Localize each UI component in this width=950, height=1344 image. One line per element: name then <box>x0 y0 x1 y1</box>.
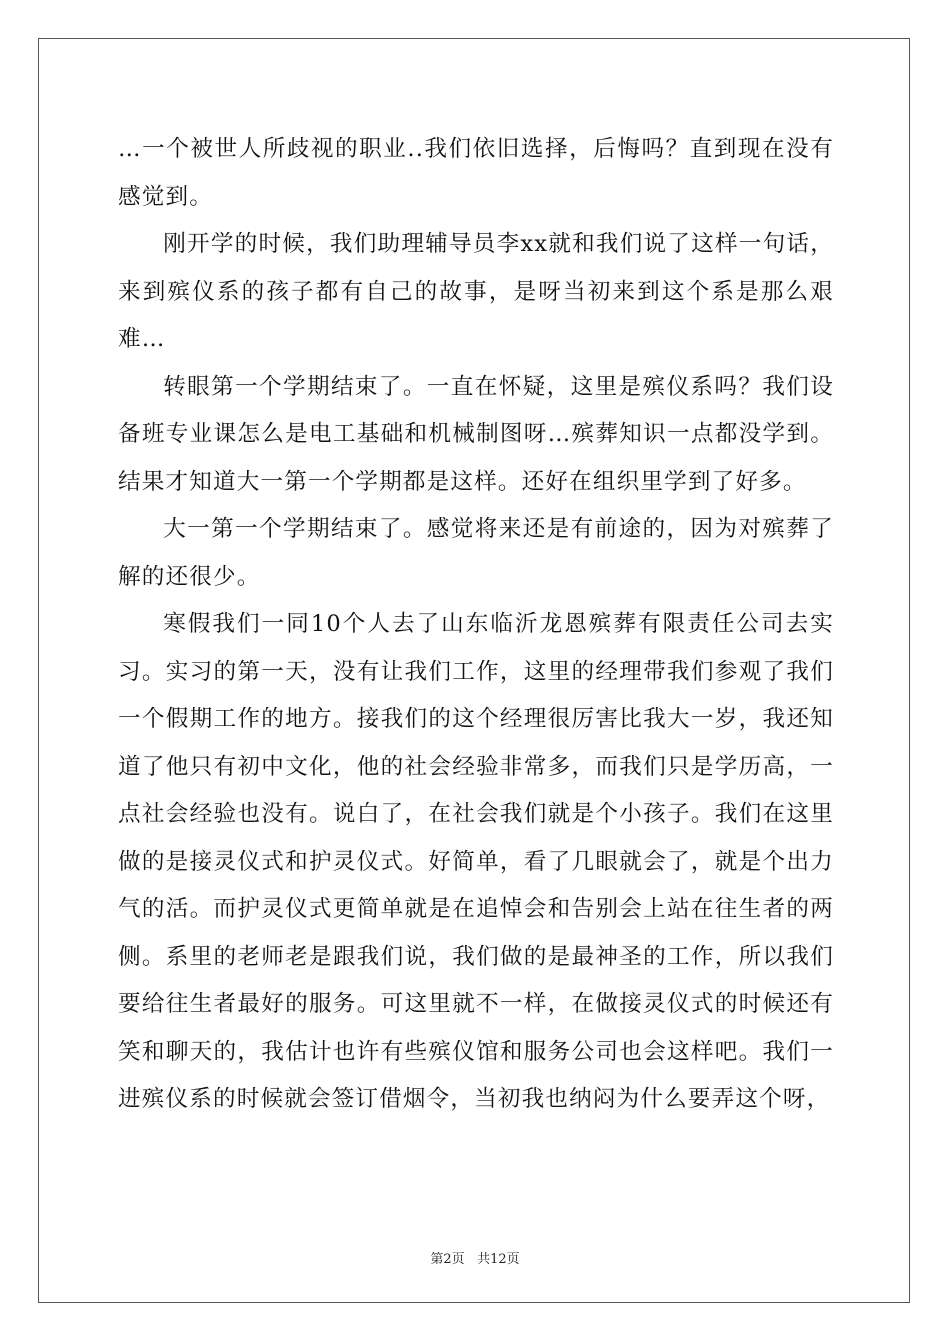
page-footer <box>0 1248 950 1267</box>
paragraph-5: 寒假我们一同10个人去了山东临沂龙恩殡葬有限责任公司去实习。实习的第一天，没有让我们工作，这里的经理带我们参观了我们一个假期工作的地方。接我们的这个经理很厉害比我大一岁，我还知道了他只有初中文化，他的社会经验非常多，而我们只是学历高，一点社会经验也没有。说白了，在社会我们就是个小孩子。我们在这里做的是接灵仪式和护灵仪式。好简单，看了几眼就会了，就是个出力气的活。而护灵仪式更简单就是在追悼会和告别会上站在往生者的两侧。系里的老师老是跟我们说，我们做的是最神圣的工作，所以我们要给往生者最好的服务。可这里就不一样，在做接灵仪式的时候还有笑和聊天的，我估计也许有些殡仪馆和服务公司也会这样吧。我们一进殡仪系的时候就会签订借烟令，当初我也纳闷为什么要弄这个呀， <box>118 611 834 1112</box>
page-total: 共12页 <box>477 1252 520 1267</box>
paragraph-2: 刚开学的时候，我们助理辅导员李xx就和我们说了这样一句话，来到殡仪系的孩子都有自己的故事，是呀当初来到这个系是那么艰难… <box>118 231 834 352</box>
page-number: 第2页 <box>430 1252 465 1267</box>
paragraph-4: 大一第一个学期结束了。感觉将来还是有前途的，因为对殡葬了解的还很少。 <box>118 516 834 590</box>
paragraph-3: 转眼第一个学期结束了。一直在怀疑，这里是殡仪系吗？我们设备班专业课怎么是电工基础和机械制图呀…殡葬知识一点都没学到。结果才知道大一第一个学期都是这样。还好在组织里学到了好多。 <box>118 373 834 495</box>
document-body <box>118 126 834 1124</box>
paragraph-1: …一个被世人所歧视的职业..我们依旧选择，后悔吗？直到现在没有感觉到。 <box>118 136 834 210</box>
